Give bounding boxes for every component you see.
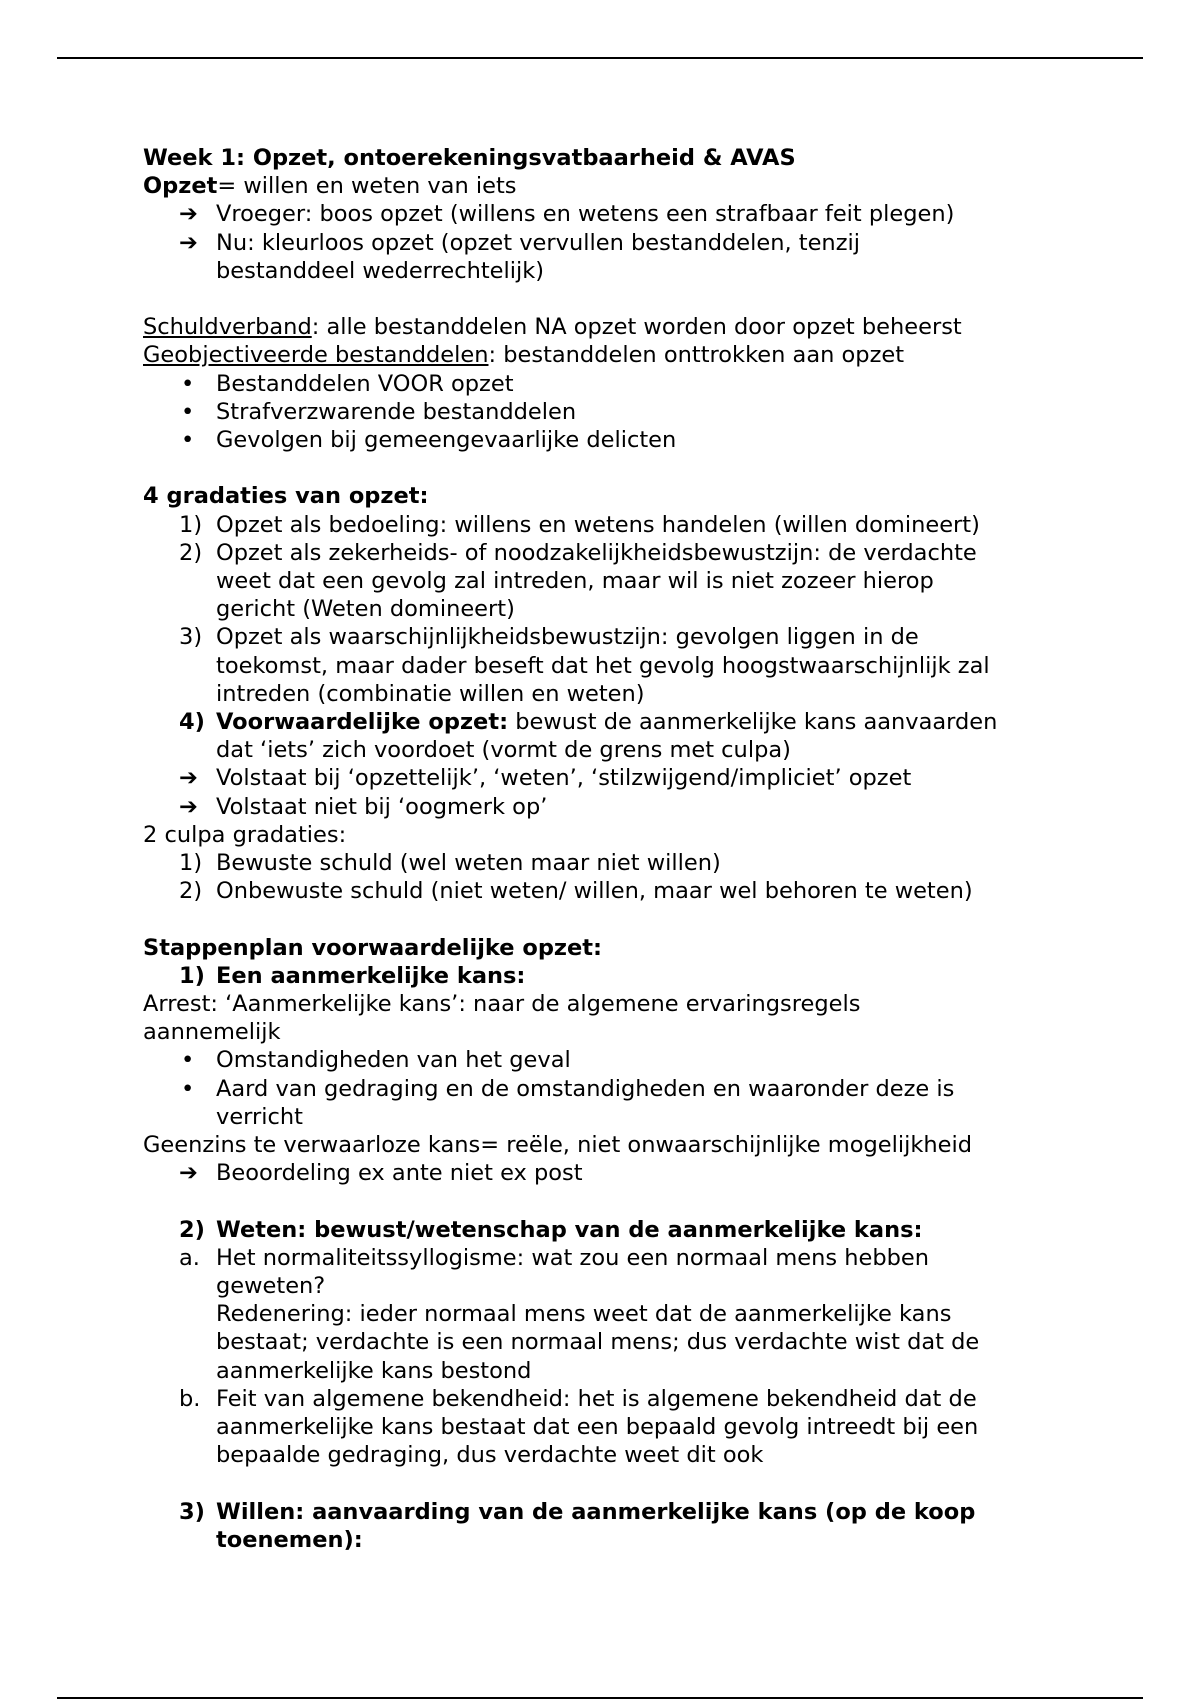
bullet-icon: • bbox=[181, 1075, 195, 1102]
stap-number: 1) bbox=[179, 962, 205, 989]
arrow-icon: ➔ bbox=[179, 765, 198, 792]
beoordeling-arrow-item bbox=[143, 1159, 1083, 1187]
stap2-item bbox=[143, 1385, 1083, 1470]
document-body bbox=[143, 144, 1083, 1554]
stap-2-heading bbox=[143, 1216, 1083, 1244]
gradatie-number: 3) bbox=[179, 624, 203, 651]
gradatie-text: intreden (combinatie willen en weten) bbox=[216, 680, 645, 707]
arrest-bullet-item bbox=[143, 1075, 1083, 1131]
beoordeling-text: Beoordeling ex ante niet ex post bbox=[216, 1160, 583, 1187]
gradatie-number: 1) bbox=[179, 511, 203, 538]
arrow-icon: ➔ bbox=[179, 1160, 198, 1187]
volstaat-arrow-item bbox=[143, 764, 1083, 792]
geobj-bullet-text: Bestanddelen VOOR opzet bbox=[216, 370, 514, 397]
stap2-letter: b. bbox=[179, 1385, 201, 1412]
gradatie-text bbox=[216, 708, 1083, 736]
culpa-item bbox=[143, 877, 1083, 905]
stap2-letter: a. bbox=[179, 1244, 200, 1271]
culpa-text: Onbewuste schuld (niet weten/ willen, maar wel behoren te weten) bbox=[216, 878, 973, 905]
arrow-icon: ➔ bbox=[179, 201, 198, 228]
culpa-heading: 2 culpa gradaties: bbox=[143, 821, 347, 848]
gradaties-heading: 4 gradaties van opzet: bbox=[143, 483, 429, 510]
arrow-icon: ➔ bbox=[179, 793, 198, 820]
geobjectiveerde-def: : bestanddelen onttrokken aan opzet bbox=[488, 342, 905, 369]
culpa-number: 2) bbox=[179, 878, 203, 905]
week-title: Week 1: Opzet, ontoerekeningsvatbaarheid & AVAS bbox=[143, 145, 796, 171]
opzet-arrow-item bbox=[143, 200, 1083, 228]
geobj-bullet-item bbox=[143, 426, 1083, 454]
geobj-bullet-text: Strafverzwarende bestanddelen bbox=[216, 398, 577, 425]
culpa-text: Bewuste schuld (wel weten maar niet willen) bbox=[216, 850, 721, 877]
arrest-line: aannemelijk bbox=[143, 1019, 281, 1046]
stap2-text: Feit van algemene bekendheid: het is algemene bekendheid dat de bbox=[216, 1385, 977, 1412]
geobj-bullet-item bbox=[143, 398, 1083, 426]
arrest-line: Arrest: ‘Aanmerkelijke kans’: naar de algemene ervaringsregels bbox=[143, 991, 861, 1018]
stap-text: Weten: bewust/wetenschap van de aanmerkelijke kans: bbox=[216, 1216, 923, 1243]
stap-3-heading bbox=[143, 1498, 1083, 1554]
stap2-text: Redenering: ieder normaal mens weet dat de aanmerkelijke kans bbox=[216, 1301, 952, 1328]
arrest-bullet-item bbox=[143, 1046, 1083, 1074]
stap-1-heading bbox=[143, 962, 1083, 990]
bullet-icon: • bbox=[181, 427, 195, 454]
gradatie-text: Opzet als waarschijnlijkheidsbewustzijn: gevolgen liggen in de bbox=[216, 624, 919, 651]
stap-number: 2) bbox=[179, 1216, 205, 1243]
gradatie-item bbox=[143, 511, 1083, 539]
volstaat-text: Volstaat niet bij ‘oogmerk op’ bbox=[216, 793, 548, 820]
voorwaardelijke-opzet-term: Voorwaardelijke opzet: bbox=[216, 709, 509, 736]
culpa-number: 1) bbox=[179, 850, 203, 877]
opzet-arrow-text: Vroeger: boos opzet (willens en wetens een strafbaar feit plegen) bbox=[216, 201, 955, 228]
opzet-arrow-item bbox=[143, 229, 1083, 285]
gradatie-text: dat ‘iets’ zich voordoet (vormt de grens met culpa) bbox=[216, 737, 791, 764]
schuldverband-def: : alle bestanddelen NA opzet worden door opzet beheerst bbox=[311, 314, 962, 341]
geobj-bullet-text: Gevolgen bij gemeengevaarlijke delicten bbox=[216, 427, 677, 454]
header-rule bbox=[57, 57, 1143, 59]
geobjectiveerde-term: Geobjectiveerde bestanddelen bbox=[143, 342, 489, 369]
gradatie-number: 4) bbox=[179, 709, 205, 736]
arrest-bullet-text: Aard van gedraging en de omstandigheden en waaronder deze is bbox=[216, 1075, 955, 1102]
gradatie-item-voorwaardelijk bbox=[143, 708, 1083, 764]
stap2-text: geweten? bbox=[216, 1273, 326, 1300]
opzet-definition bbox=[143, 172, 1083, 200]
culpa-item bbox=[143, 849, 1083, 877]
opzet-arrow-text: bestanddeel wederrechtelijk) bbox=[216, 257, 545, 284]
arrest-bullet-text: Omstandigheden van het geval bbox=[216, 1047, 571, 1074]
stap2-item bbox=[143, 1244, 1083, 1385]
schuldverband-term: Schuldverband bbox=[143, 314, 312, 341]
stap-text: Een aanmerkelijke kans: bbox=[216, 962, 526, 989]
geobj-bullet-item bbox=[143, 370, 1083, 398]
stap2-text: Het normaliteitssyllogisme: wat zou een normaal mens hebben bbox=[216, 1244, 930, 1271]
gradatie-number: 2) bbox=[179, 539, 203, 566]
stap2-text: aanmerkelijke kans bestaat dat een bepaald gevolg intreedt bij een bbox=[216, 1414, 979, 1441]
opzet-def: = willen en weten van iets bbox=[217, 173, 517, 200]
stap-number: 3) bbox=[179, 1498, 205, 1525]
geenzins-line: Geenzins te verwaarloze kans= reële, niet onwaarschijnlijke mogelijkheid bbox=[143, 1132, 973, 1159]
gradatie-text: gericht (Weten domineert) bbox=[216, 596, 515, 623]
footer-rule bbox=[57, 1697, 1143, 1699]
opzet-term: Opzet bbox=[143, 173, 218, 200]
geobjectiveerde-line bbox=[143, 341, 1083, 369]
gradatie-text: Opzet als zekerheids- of noodzakelijkheidsbewustzijn: de verdachte bbox=[216, 539, 977, 566]
gradatie-item bbox=[143, 539, 1083, 624]
bullet-icon: • bbox=[181, 370, 195, 397]
stap2-text: bestaat; verdachte is een normaal mens; dus verdachte wist dat de bbox=[216, 1329, 980, 1356]
gradatie-text: Opzet als bedoeling: willens en wetens handelen (willen domineert) bbox=[216, 511, 980, 538]
stap2-text: aanmerkelijke kans bestond bbox=[216, 1357, 532, 1384]
stappenplan-heading: Stappenplan voorwaardelijke opzet: bbox=[143, 934, 603, 961]
arrest-bullet-text: verricht bbox=[216, 1103, 303, 1130]
bullet-icon: • bbox=[181, 1047, 195, 1074]
stap2-text: bepaalde gedraging, dus verdachte weet dit ook bbox=[216, 1442, 764, 1469]
voorwaardelijke-opzet-def: bewust de aanmerkelijke kans aanvaarden bbox=[508, 709, 998, 736]
stap-text: toenemen): bbox=[216, 1526, 363, 1553]
gradatie-text: toekomst, maar dader beseft dat het gevolg hoogstwaarschijnlijk zal bbox=[216, 652, 990, 679]
volstaat-arrow-item bbox=[143, 793, 1083, 821]
arrow-icon: ➔ bbox=[179, 229, 198, 256]
bullet-icon: • bbox=[181, 398, 195, 425]
volstaat-text: Volstaat bij ‘opzettelijk’, ‘weten’, ‘stilzwijgend/impliciet’ opzet bbox=[216, 765, 912, 792]
opzet-arrow-text: Nu: kleurloos opzet (opzet vervullen bestanddelen, tenzij bbox=[216, 229, 861, 256]
stap-text: Willen: aanvaarding van de aanmerkelijke kans (op de koop bbox=[216, 1498, 976, 1525]
gradatie-text: weet dat een gevolg zal intreden, maar wil is niet zozeer hierop bbox=[216, 568, 934, 595]
schuldverband-line bbox=[143, 313, 1083, 341]
gradatie-item bbox=[143, 623, 1083, 708]
